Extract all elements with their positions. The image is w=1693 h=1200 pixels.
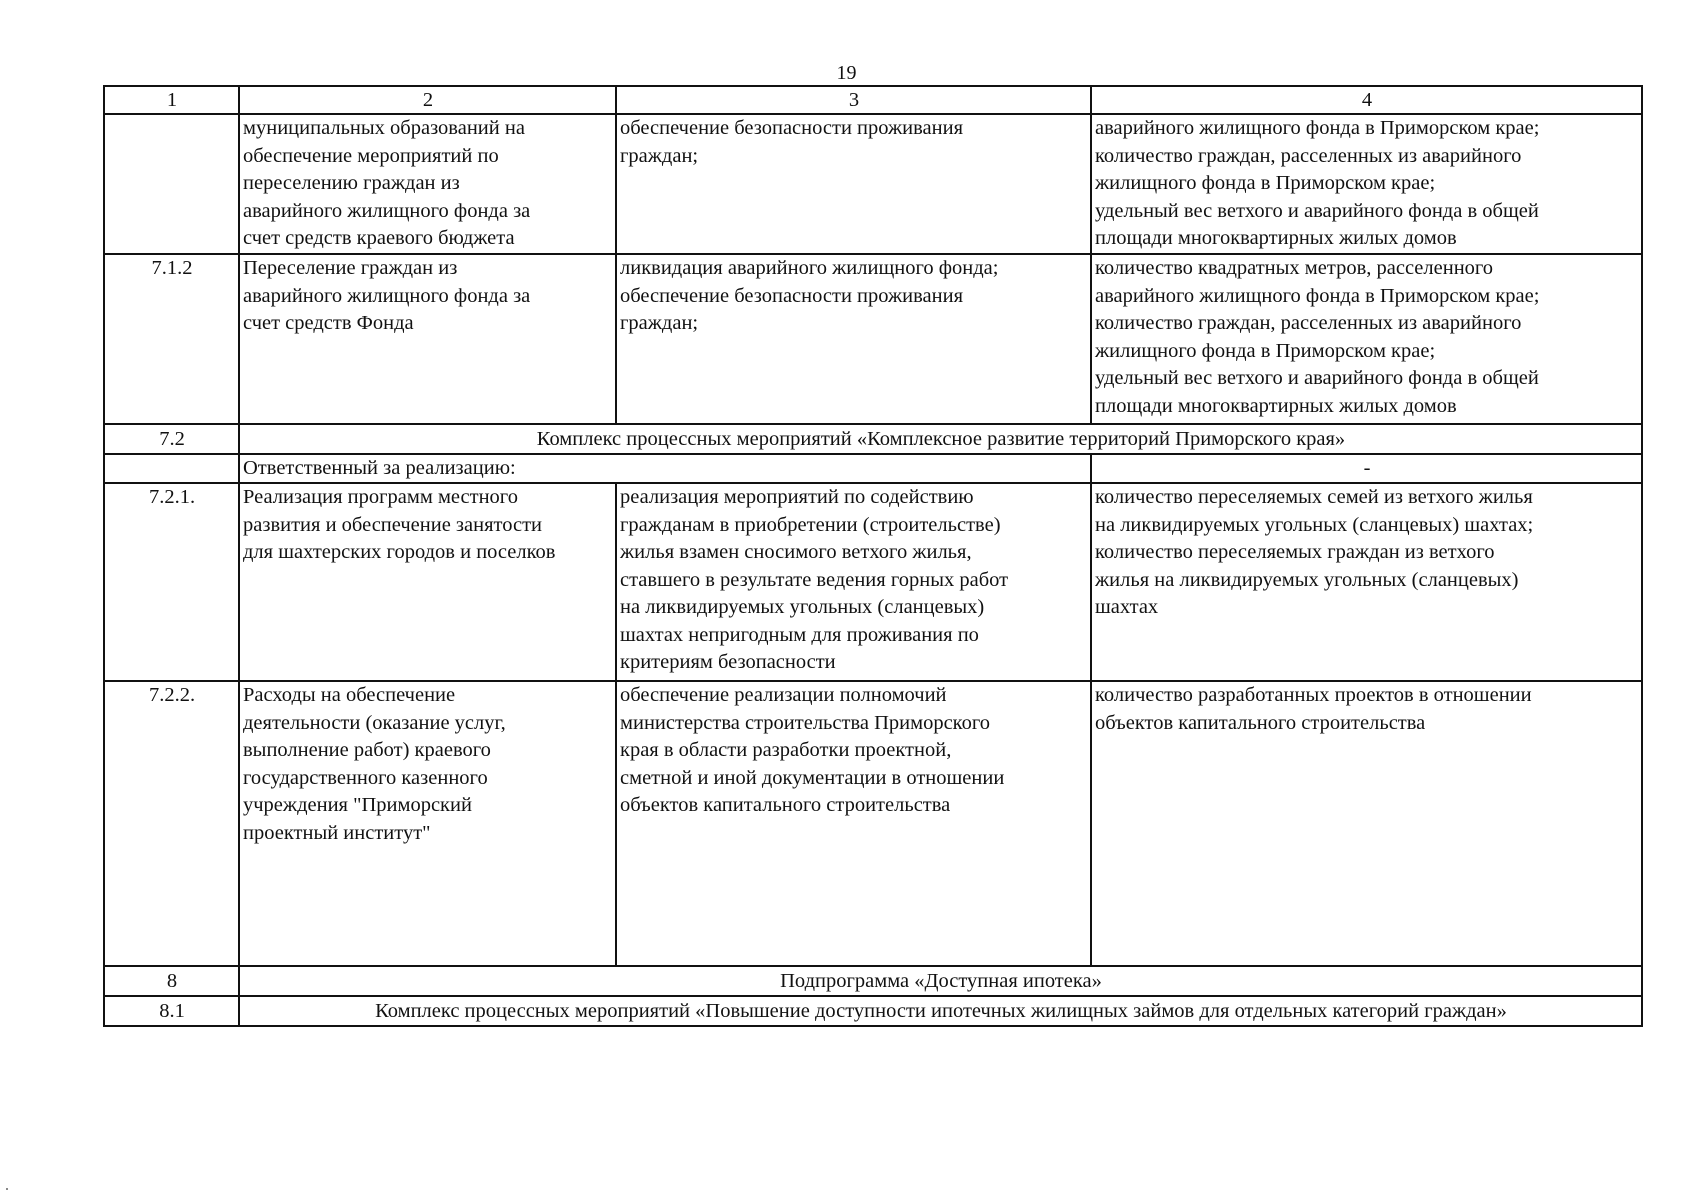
header-cell-2: 2 <box>239 86 616 114</box>
cell-line: на ликвидируемых угольных (сланцевых) <box>620 596 985 618</box>
cell-line: жилищного фонда в Приморском крае; <box>1095 172 1436 194</box>
cell-line: обеспечение безопасности проживания <box>620 284 964 307</box>
responsible-value: - <box>1091 454 1642 483</box>
measure-name-cell <box>239 254 616 424</box>
cell-line: жилья взамен сносимого ветхого жилья, <box>620 541 972 563</box>
section-row-8-1 <box>104 996 1642 1026</box>
responsible-row <box>104 454 1642 483</box>
task-cell <box>616 681 1091 966</box>
indicator-cell <box>1091 114 1642 254</box>
row-number <box>104 454 239 483</box>
indicator-cell <box>1091 254 1642 424</box>
cell-line: площади многоквартирных жилых домов <box>1095 394 1457 417</box>
table-row <box>104 483 1642 681</box>
cell-line: жилищного фонда в Приморском крае; <box>1095 339 1436 362</box>
section-row-8 <box>104 966 1642 996</box>
header-cell-3: 3 <box>616 86 1091 114</box>
cell-line: выполнение работ) краевого <box>243 739 491 761</box>
cell-line: ликвидация аварийного жилищного фонда; <box>620 257 999 279</box>
table-header-row <box>104 86 1642 114</box>
section-title: Комплекс процессных мероприятий «Повышение доступности ипотечных жилищных займов для отдельных категорий граждан» <box>239 996 1642 1026</box>
cell-line: муниципальных образований на <box>243 117 525 139</box>
cell-line: площади многоквартирных жилых домов <box>1095 227 1457 249</box>
cell-line: министерства строительства Приморского <box>620 711 991 734</box>
row-number: 7.2.2. <box>104 681 239 966</box>
cell-line: счет средств краевого бюджета <box>243 227 515 249</box>
cell-line: обеспечение реализации полномочий <box>620 684 947 706</box>
measure-name-cell <box>239 114 616 254</box>
table-row <box>104 681 1642 966</box>
cell-line: на ликвидируемых угольных (сланцевых) шахтах; <box>1095 513 1534 536</box>
cell-line: обеспечение мероприятий по <box>243 144 499 167</box>
cell-line: края в области разработки проектной, <box>620 739 952 761</box>
cell-line: количество переселяемых граждан из ветхого <box>1095 541 1495 563</box>
section-title: Комплекс процессных мероприятий «Комплексное развитие территорий Приморского края» <box>239 424 1642 454</box>
cell-line: количество граждан, расселенных из аварийного <box>1095 312 1522 334</box>
measure-name-cell <box>239 483 616 681</box>
cell-line: Реализация программ местного <box>243 486 518 508</box>
indicator-cell <box>1091 681 1642 966</box>
cell-line: Расходы на обеспечение <box>243 684 456 706</box>
cell-line: Переселение граждан из <box>243 257 458 279</box>
cell-line: обеспечение безопасности проживания <box>620 117 964 139</box>
cell-line: гражданам в приобретении (строительстве) <box>620 513 1001 536</box>
cell-line: для шахтерских городов и поселков <box>243 541 556 563</box>
cell-line: реализация мероприятий по содействию <box>620 486 974 508</box>
table-row <box>104 254 1642 424</box>
cell-line: критериям безопасности <box>620 651 836 673</box>
cell-line: ставшего в результате ведения горных работ <box>620 568 1009 591</box>
cell-line: аварийного жилищного фонда за <box>243 199 531 222</box>
cell-line: жилья на ликвидируемых угольных (сланцевых) <box>1095 568 1519 591</box>
cell-line: шахтах непригодным для проживания по <box>620 623 979 646</box>
row-number: 7.2.1. <box>104 483 239 681</box>
row-number <box>104 114 239 254</box>
task-cell <box>616 254 1091 424</box>
task-cell <box>616 114 1091 254</box>
table-row <box>104 114 1642 254</box>
cell-line: аварийного жилищного фонда в Приморском крае; <box>1095 284 1540 307</box>
cell-line: количество квадратных метров, расселенного <box>1095 257 1494 279</box>
cell-line: количество граждан, расселенных из аварийного <box>1095 144 1522 167</box>
cell-line: аварийного жилищного фонда за <box>243 284 531 307</box>
cell-line: граждан; <box>620 144 699 167</box>
header-cell-1: 1 <box>104 86 239 114</box>
cell-line: учреждения "Приморский <box>243 794 472 816</box>
cell-line: деятельности (оказание услуг, <box>243 711 506 734</box>
indicator-cell <box>1091 483 1642 681</box>
cell-line: удельный вес ветхого и аварийного фонда в общей <box>1095 199 1539 222</box>
cell-line: сметной и иной документации в отношении <box>620 766 1005 789</box>
row-number: 8.1 <box>104 996 239 1026</box>
cell-line: счет средств Фонда <box>243 312 414 334</box>
cell-line: шахтах <box>1095 596 1159 618</box>
cell-line: проектный институт" <box>243 821 431 844</box>
cell-line: количество разработанных проектов в отношении <box>1095 684 1532 706</box>
cell-line: объектов капитального строительства <box>1095 711 1426 734</box>
cell-line: развития и обеспечение занятости <box>243 513 543 536</box>
program-table <box>103 85 1643 1027</box>
cell-line: государственного казенного <box>243 766 488 789</box>
cell-line: аварийного жилищного фонда в Приморском крае; <box>1095 117 1540 139</box>
cell-line: граждан; <box>620 312 699 334</box>
row-number: 8 <box>104 966 239 996</box>
responsible-label: Ответственный за реализацию: <box>239 454 1091 483</box>
cell-line: переселению граждан из <box>243 172 460 194</box>
row-number: 7.2 <box>104 424 239 454</box>
task-cell <box>616 483 1091 681</box>
scan-dot <box>6 1188 8 1190</box>
row-number: 7.1.2 <box>104 254 239 424</box>
cell-line: удельный вес ветхого и аварийного фонда в общей <box>1095 367 1539 389</box>
cell-line: количество переселяемых семей из ветхого жилья <box>1095 486 1533 508</box>
cell-line: объектов капитального строительства <box>620 794 951 816</box>
section-row-7-2 <box>104 424 1642 454</box>
section-title: Подпрограмма «Доступная ипотека» <box>239 966 1642 996</box>
page-number: 19 <box>836 62 857 84</box>
header-cell-4: 4 <box>1091 86 1642 114</box>
measure-name-cell <box>239 681 616 966</box>
